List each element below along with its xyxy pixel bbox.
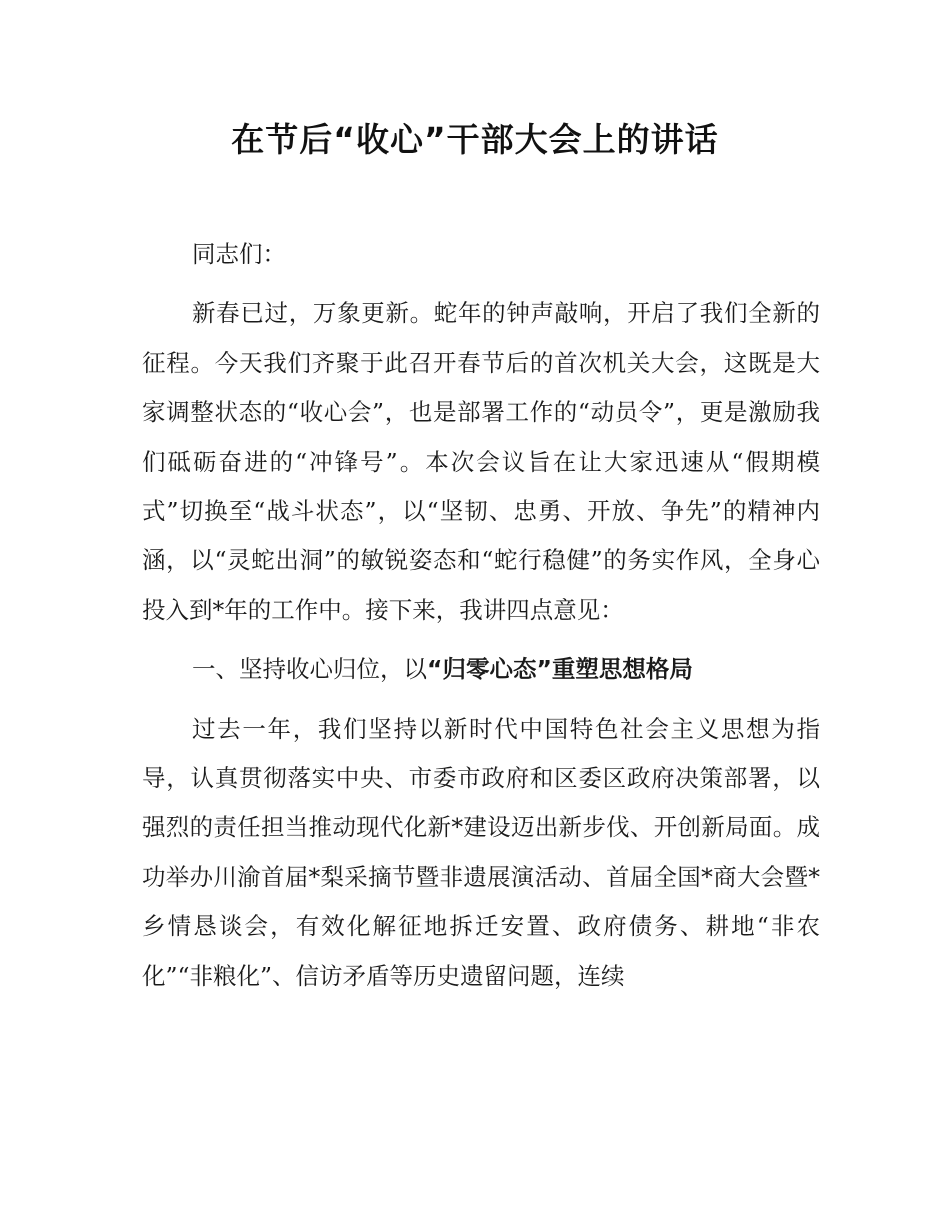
section-one-paragraph: 过去一年，我们坚持以新时代中国特色社会主义思想为指导，认真贯彻落实中央、市委市政府和区委区政府决策部署，以强烈的责任担当推动现代化新*建设迈出新步伐、开创新局面。成功举办川渝首届*梨采摘节暨非遗展演活动、首届全国*商大会暨*乡情恳谈会，有效化解征地拆迁安置、政府债务、耕地“非农化”“非粮化”、信访矛盾等历史遗留问题，连续 [142, 714, 820, 990]
salutation: 同志们： [192, 240, 286, 268]
document-title: 在节后“收心”干部大会上的讲话 [231, 120, 719, 159]
section-heading-one-prefix: 一、坚持收心归位，以 [192, 655, 427, 684]
section-heading-one-emphasis: “归零心态”重塑思想格局 [427, 655, 693, 684]
document-body [142, 230, 820, 1001]
section-heading-one [142, 645, 820, 694]
opening-paragraph: 新春已过，万象更新。蛇年的钟声敲响，开启了我们全新的征程。今天我们齐聚于此召开春节后的首次机关大会，这既是大家调整状态的“收心会”，也是部署工作的“动员令”，更是激励我们砥砺奋进的“冲锋号”。本次会议旨在让大家迅速从“假期模式”切换至“战斗状态”，以“坚韧、忠勇、开放、争先”的精神内涵，以“灵蛇出洞”的敏锐姿态和“蛇行稳健”的务实作风，全身心投入到*年的工作中。接下来，我讲四点意见： [142, 299, 820, 624]
